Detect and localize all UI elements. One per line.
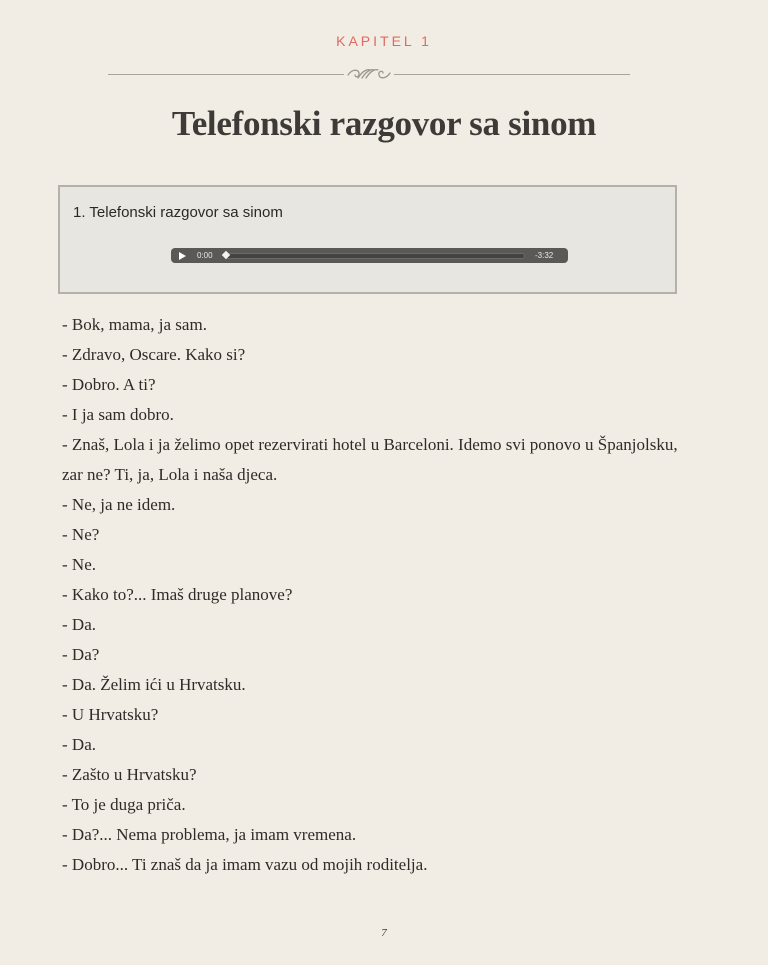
dialogue-line: - Kako to?... Imaš druge planove? (62, 585, 293, 604)
progress-thumb[interactable] (222, 250, 230, 258)
flourish-ornament-icon (346, 66, 392, 82)
audio-player[interactable] (171, 248, 568, 263)
dialogue-line: - Da. (62, 735, 96, 754)
dialogue-line: - Ne? (62, 525, 100, 544)
dialogue-line: - To je duga priča. (62, 795, 186, 814)
page-title: Telefonski razgovor sa sinom (171, 104, 597, 143)
current-time: 0:00 (197, 251, 213, 260)
dialogue-line: - U Hrvatsku? (62, 705, 159, 724)
dialogue-line: - Da?... Nema problema, ja imam vremena. (62, 825, 357, 844)
divider-line-right (394, 74, 630, 75)
audio-media-box (58, 185, 677, 294)
divider-line-left (108, 74, 344, 75)
media-title: 1. Telefonski razgovor sa sinom (73, 204, 283, 221)
dialogue-line: - Znaš, Lola i ja želimo opet rezervirati hotel u Barceloni. Idemo svi ponovo u Španjolsku, zar ne? Ti, ja, Lola i naša djeca. (62, 435, 678, 484)
page-number: 7 (381, 927, 387, 939)
chapter-divider (108, 66, 630, 82)
dialogue-line: - I ja sam dobro. (62, 405, 174, 424)
dialogue-line: - Da. Želim ići u Hrvatsku. (62, 675, 246, 694)
chapter-label: KAPITEL 1 (336, 33, 432, 49)
dialogue-list (62, 310, 682, 880)
dialogue-line: - Da? (62, 645, 100, 664)
play-icon (178, 252, 186, 260)
remaining-time: -3:32 (535, 251, 554, 260)
dialogue-line: - Bok, mama, ja sam. (62, 315, 207, 334)
dialogue-line: - Dobro... Ti znaš da ja imam vazu od mojih roditelja. (62, 855, 428, 874)
dialogue-line: - Zašto u Hrvatsku? (62, 765, 197, 784)
dialogue-line: - Dobro. A ti? (62, 375, 156, 394)
progress-slider[interactable] (225, 253, 525, 259)
dialogue-line: - Zdravo, Oscare. Kako si? (62, 345, 246, 364)
play-button[interactable] (177, 251, 187, 261)
dialogue-line: - Ne, ja ne idem. (62, 495, 176, 514)
dialogue-line: - Da. (62, 615, 96, 634)
dialogue-line: - Ne. (62, 555, 96, 574)
